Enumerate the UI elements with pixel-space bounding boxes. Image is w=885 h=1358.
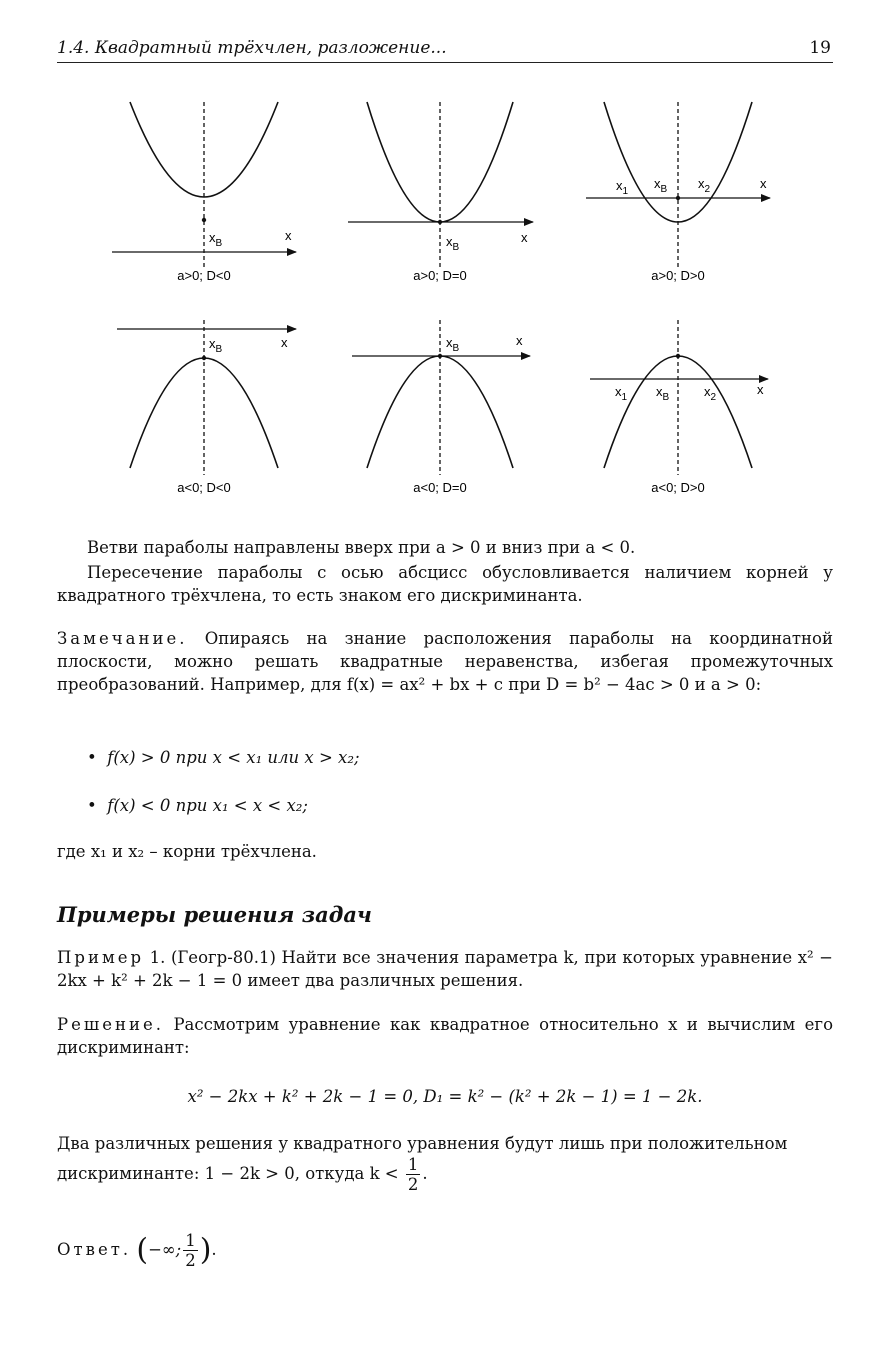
figure-caption: a<0; D<0 [177, 480, 231, 495]
bullet-icon: • [87, 796, 108, 815]
vertex-point [438, 220, 442, 224]
remark-text: Опираясь на знание расположения параболы на координатной плоскости, можно решать квадратные неравенства, избегая промежуточных преобразований. Например, для f(x) = ax² + bx + c при D = b² − 4ac > 0 и a > 0: [57, 629, 833, 694]
bullet-item [87, 746, 833, 769]
figure-up-one-root [348, 102, 533, 283]
x2-label: $x_2$ [704, 384, 717, 403]
bullet-item [87, 794, 833, 817]
figure-caption: a>0; D>0 [651, 268, 705, 283]
x1-label: $x_1$ [616, 178, 629, 197]
conclusion-line-1: Два различных решения у квадратного уравнения будут лишь при положительном [57, 1134, 788, 1153]
x-axis-label: x [281, 335, 288, 350]
x-axis-label: x [285, 228, 292, 243]
figure-caption: a<0; D>0 [651, 480, 705, 495]
figure-up-no-roots [112, 102, 296, 283]
paragraph-branches: Ветви параболы направлены вверх при a > 0 и вниз при a < 0. [87, 538, 636, 557]
example-text: 1. (Геогр-80.1) Найти все значения параметра k, при которых уравнение x² − 2kx + k² + 2k − 1 = 0 имеет два различных решения. [57, 948, 833, 990]
figure-caption: a>0; D<0 [177, 268, 231, 283]
vertex-point [676, 196, 680, 200]
vertex-point [202, 218, 206, 222]
paragraph-intersection: Пересечение параболы с осью абсцисс обусловливается наличием корней у квадратного трёхчлена, то есть знаком его дискриминанта. [57, 563, 833, 605]
x1-label: $x_1$ [615, 384, 628, 403]
figure-down-two-roots [590, 320, 768, 495]
answer-label: Ответ. [57, 1240, 132, 1259]
figure-caption: a>0; D=0 [413, 268, 467, 283]
answer-interval: −∞; [148, 1240, 182, 1259]
conclusion-text: дискриминанте: 1 − 2k > 0, откуда k < [57, 1164, 399, 1183]
roots-note: где x₁ и x₂ – корни трёхчлена. [57, 842, 317, 861]
solution-paragraph [57, 1013, 833, 1059]
bullet-text-2: f(x) < 0 при x₁ < x < x₂; [107, 796, 308, 815]
xb-label: $x_B$ [446, 234, 460, 253]
figure-caption: a<0; D=0 [413, 480, 467, 495]
solution-text: Рассмотрим уравнение как квадратное относительно x и вычислим его дискриминант: [57, 1015, 833, 1057]
display-equation: x² − 2kx + k² + 2k − 1 = 0, D₁ = k² − (k² + 2k − 1) = 1 − 2k. [187, 1087, 703, 1106]
conclusion-line-2: дискриминанте: 1 − 2k > 0, откуда k < $\frac{1}{2}$ . [57, 1155, 428, 1194]
xb-label: $x_B$ [654, 176, 668, 195]
figure-down-no-roots [117, 320, 296, 495]
vertex-point [438, 354, 442, 358]
example-paragraph [57, 946, 833, 992]
fraction-one-half: $\frac{1}{2}$ [407, 1155, 419, 1194]
vertex-point [202, 356, 206, 360]
remark-label: Замечание. [57, 629, 188, 648]
page-header [57, 36, 833, 63]
bullet-text-1: f(x) > 0 при x < x₁ или x > x₂; [107, 748, 360, 767]
solution-label: Решение. [57, 1015, 164, 1034]
figure-up-two-roots [586, 102, 770, 283]
section-heading: Примеры решения задач [57, 902, 372, 927]
figure-down-one-root [352, 320, 530, 495]
example-label: Пример [57, 948, 145, 967]
x-axis-label: x [516, 333, 523, 348]
x-axis-label: x [757, 382, 764, 397]
running-title: 1.4. Квадратный трёхчлен, разложение... [57, 38, 447, 58]
answer-line: Ответ. (−∞; $\frac{1}{2}$ ). [57, 1231, 217, 1270]
vertex-point [676, 354, 680, 358]
xb-label: $x_B$ [209, 230, 223, 249]
x-axis-label: x [521, 230, 528, 245]
parabola-figures [0, 80, 885, 590]
x2-label: $x_2$ [698, 176, 711, 195]
xb-label: $x_B$ [209, 336, 223, 355]
xb-label: $x_B$ [656, 384, 670, 403]
answer-fraction: $\frac{1}{2}$ [185, 1231, 196, 1270]
x-axis-label: x [760, 176, 767, 191]
xb-label: $x_B$ [446, 335, 460, 354]
remark-paragraph [57, 627, 833, 696]
page-number: 19 [809, 38, 831, 58]
bullet-icon: • [87, 748, 108, 767]
